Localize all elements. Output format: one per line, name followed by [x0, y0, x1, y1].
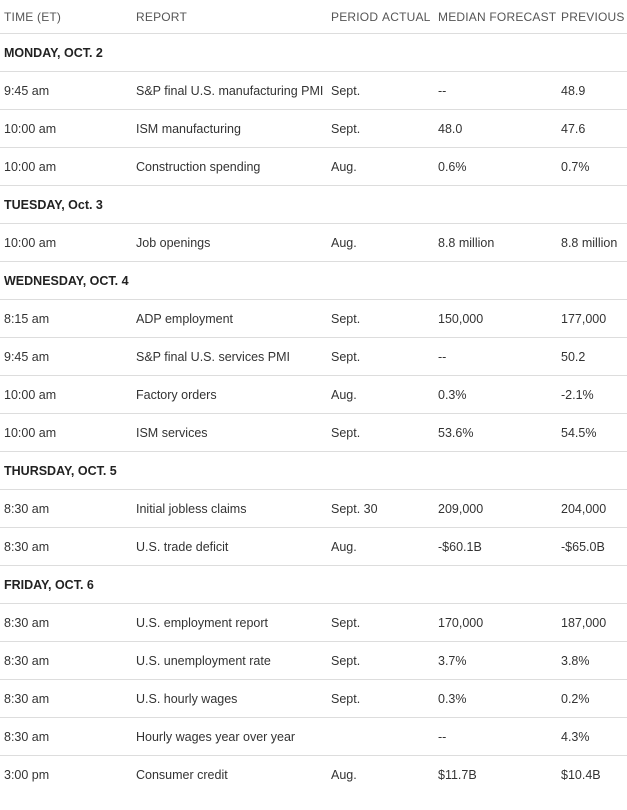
- median-forecast-cell: -$60.1B: [434, 528, 557, 566]
- day-label: THURSDAY, OCT. 5: [0, 452, 627, 490]
- time-cell: 10:00 am: [0, 414, 132, 452]
- time-cell: 8:30 am: [0, 528, 132, 566]
- time-cell: 8:30 am: [0, 490, 132, 528]
- median-forecast-cell: 53.6%: [434, 414, 557, 452]
- previous-cell: 8.8 million: [557, 224, 627, 262]
- median-forecast-cell: 0.6%: [434, 148, 557, 186]
- day-header-row: [0, 566, 627, 604]
- table-row: [0, 300, 627, 338]
- actual-cell: [378, 490, 434, 528]
- previous-cell: 54.5%: [557, 414, 627, 452]
- table-row: [0, 490, 627, 528]
- table-row: [0, 376, 627, 414]
- time-cell: 8:15 am: [0, 300, 132, 338]
- header-report: REPORT: [132, 0, 327, 34]
- report-cell: ISM manufacturing: [132, 110, 327, 148]
- median-forecast-cell: 0.3%: [434, 376, 557, 414]
- day-label: WEDNESDAY, OCT. 4: [0, 262, 627, 300]
- median-forecast-cell: 150,000: [434, 300, 557, 338]
- header-period: PERIOD: [327, 0, 378, 34]
- actual-cell: [378, 300, 434, 338]
- header-time: TIME (ET): [0, 0, 132, 34]
- report-cell: ISM services: [132, 414, 327, 452]
- actual-cell: [378, 148, 434, 186]
- day-label: TUESDAY, Oct. 3: [0, 186, 627, 224]
- period-cell: Aug.: [327, 148, 378, 186]
- day-header-row: [0, 186, 627, 224]
- calendar-body: [0, 34, 627, 794]
- period-cell: Aug.: [327, 528, 378, 566]
- day-header-row: [0, 34, 627, 72]
- median-forecast-cell: 0.3%: [434, 680, 557, 718]
- actual-cell: [378, 756, 434, 794]
- actual-cell: [378, 224, 434, 262]
- median-forecast-cell: 209,000: [434, 490, 557, 528]
- previous-cell: 187,000: [557, 604, 627, 642]
- median-forecast-cell: $11.7B: [438, 767, 477, 782]
- median-forecast-cell: 8.8 million: [434, 224, 557, 262]
- report-cell: Hourly wages year over year: [132, 718, 327, 756]
- actual-cell: [378, 72, 434, 110]
- previous-cell: $10.4B: [561, 767, 601, 782]
- actual-cell: [378, 718, 434, 756]
- table-row: [0, 756, 627, 794]
- period-cell: Sept.: [327, 414, 378, 452]
- actual-cell: [378, 376, 434, 414]
- time-cell: 10:00 am: [0, 376, 132, 414]
- report-cell: Consumer credit: [136, 767, 228, 782]
- time-cell: 10:00 am: [0, 148, 132, 186]
- table-row: [0, 528, 627, 566]
- previous-cell: 3.8%: [557, 642, 627, 680]
- report-cell: Initial jobless claims: [132, 490, 327, 528]
- header-actual: ACTUAL: [378, 0, 434, 34]
- period-cell: Aug.: [331, 767, 357, 782]
- table-row: [0, 604, 627, 642]
- table-row: [0, 224, 627, 262]
- actual-cell: [378, 110, 434, 148]
- median-forecast-cell: --: [434, 338, 557, 376]
- actual-cell: [378, 642, 434, 680]
- report-cell: Factory orders: [132, 376, 327, 414]
- period-cell: Aug.: [327, 224, 378, 262]
- previous-cell: 50.2: [557, 338, 627, 376]
- previous-cell: 0.7%: [557, 148, 627, 186]
- period-cell: Sept. 30: [327, 490, 378, 528]
- time-cell: 8:30 am: [0, 604, 132, 642]
- report-cell: U.S. hourly wages: [132, 680, 327, 718]
- previous-cell: 0.2%: [557, 680, 627, 718]
- median-forecast-cell: --: [434, 718, 557, 756]
- time-cell: 9:45 am: [0, 72, 132, 110]
- actual-cell: [378, 604, 434, 642]
- period-cell: Sept.: [327, 338, 378, 376]
- report-cell: Job openings: [132, 224, 327, 262]
- median-forecast-cell: 3.7%: [434, 642, 557, 680]
- previous-cell: 177,000: [557, 300, 627, 338]
- median-forecast-cell: --: [434, 72, 557, 110]
- header-median-forecast: MEDIAN FORECAST: [434, 0, 557, 34]
- previous-cell: 4.3%: [557, 718, 627, 756]
- previous-cell: -$65.0B: [557, 528, 627, 566]
- period-cell: Sept.: [327, 110, 378, 148]
- day-label: FRIDAY, OCT. 6: [0, 566, 627, 604]
- header-previous: PREVIOUS: [557, 0, 627, 34]
- median-forecast-cell: 170,000: [434, 604, 557, 642]
- report-cell: S&P final U.S. services PMI: [132, 338, 327, 376]
- table-row: [0, 110, 627, 148]
- period-cell: Sept.: [327, 642, 378, 680]
- day-label: MONDAY, OCT. 2: [0, 34, 627, 72]
- day-header-row: [0, 452, 627, 490]
- report-cell: U.S. unemployment rate: [132, 642, 327, 680]
- report-cell: U.S. trade deficit: [132, 528, 327, 566]
- previous-cell: 48.9: [557, 72, 627, 110]
- header-row: [0, 0, 627, 34]
- day-header-row: [0, 262, 627, 300]
- time-cell: 10:00 am: [0, 224, 132, 262]
- report-cell: S&P final U.S. manufacturing PMI: [132, 72, 327, 110]
- table-row: [0, 148, 627, 186]
- time-cell: 8:30 am: [0, 642, 132, 680]
- table-row: [0, 414, 627, 452]
- period-cell: Aug.: [327, 376, 378, 414]
- period-cell: Sept.: [327, 72, 378, 110]
- period-cell: Sept.: [327, 300, 378, 338]
- period-cell: [327, 718, 378, 756]
- time-cell: 9:45 am: [0, 338, 132, 376]
- median-forecast-cell: 48.0: [434, 110, 557, 148]
- previous-cell: 204,000: [557, 490, 627, 528]
- previous-cell: 47.6: [557, 110, 627, 148]
- actual-cell: [378, 414, 434, 452]
- time-cell: 3:00 pm: [4, 767, 50, 782]
- table-row: [0, 718, 627, 756]
- time-cell: 10:00 am: [0, 110, 132, 148]
- actual-cell: [378, 338, 434, 376]
- time-cell: 8:30 am: [0, 680, 132, 718]
- report-cell: U.S. employment report: [132, 604, 327, 642]
- report-cell: Construction spending: [132, 148, 327, 186]
- actual-cell: [378, 680, 434, 718]
- period-cell: Sept.: [327, 680, 378, 718]
- report-cell: ADP employment: [132, 300, 327, 338]
- period-cell: Sept.: [327, 604, 378, 642]
- table-row: [0, 680, 627, 718]
- table-row: [0, 338, 627, 376]
- previous-cell: -2.1%: [557, 376, 627, 414]
- table-row: [0, 72, 627, 110]
- actual-cell: [378, 528, 434, 566]
- table-row: [0, 642, 627, 680]
- time-cell: 8:30 am: [0, 718, 132, 756]
